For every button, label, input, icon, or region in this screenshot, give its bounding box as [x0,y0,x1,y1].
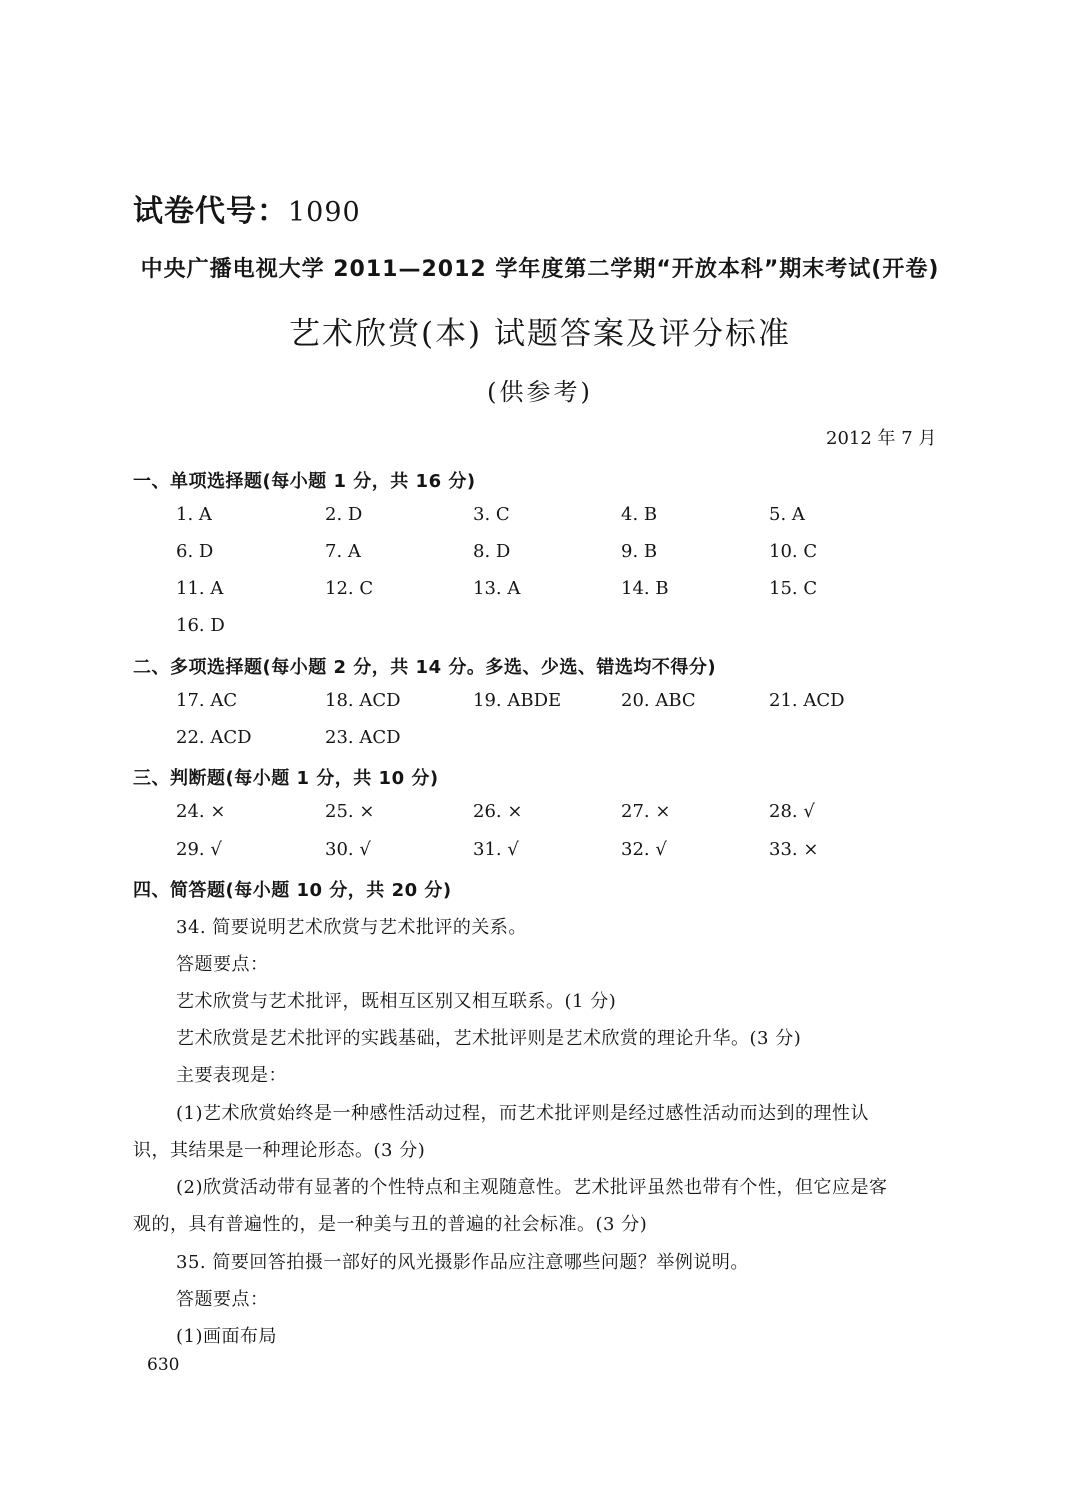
answer-item: 3. C [473,504,510,525]
answer-item: 19. ABDE [473,690,562,711]
answer-item: 22. ACD [176,727,252,748]
answer-item: 33. × [769,839,819,860]
answer-item: 8. D [473,541,511,562]
answer-points-label: 答题要点： [176,954,269,975]
section-heading-true-false: 三、判断题(每小题 1 分，共 10 分) [133,768,439,789]
document-subtitle: (供参考) [487,378,593,406]
answer-paragraph: (2)欣赏活动带有显著的个性特点和主观随意性。艺术批评虽然也带有个性，但它应是客 [176,1177,888,1198]
answer-paragraph: 艺术欣赏是艺术批评的实践基础，艺术批评则是艺术欣赏的理论升华。(3 分) [176,1028,802,1049]
answer-item: 31. √ [473,839,519,860]
answer-item: 28. √ [769,801,815,822]
answer-item: 2. D [325,504,363,525]
answer-item: 30. √ [325,839,371,860]
answer-item: 15. C [769,578,818,599]
answer-item: 14. B [621,578,669,599]
answer-paragraph: (1)画面布局 [176,1326,277,1347]
answer-paragraph: 主要表现是： [176,1065,287,1086]
answer-item: 27. × [621,801,671,822]
question-35: 35. 简要回答拍摄一部好的风光摄影作品应注意哪些问题？举例说明。 [176,1252,749,1273]
answer-item: 10. C [769,541,818,562]
answer-item: 7. A [325,541,361,562]
question-34: 34. 简要说明艺术欣赏与艺术批评的关系。 [176,917,527,938]
answer-item: 17. AC [176,690,238,711]
answer-item: 29. √ [176,839,222,860]
answer-item: 21. ACD [769,690,845,711]
answer-item: 24. × [176,801,226,822]
answer-item: 18. ACD [325,690,401,711]
answer-paragraph: (1)艺术欣赏始终是一种感性活动过程，而艺术批评则是经过感性活动而达到的理性认 [176,1103,869,1124]
section-heading-multiple-choice: 二、多项选择题(每小题 2 分，共 14 分。多选、少选、错选均不得分) [133,657,717,678]
answer-item: 4. B [621,504,658,525]
answer-item: 11. A [176,578,224,599]
university-exam-line: 中央广播电视大学 2011—2012 学年度第二学期“开放本科”期末考试(开卷) [140,257,940,282]
answer-item: 1. A [176,504,212,525]
answer-item: 12. C [325,578,374,599]
answer-item: 16. D [176,615,225,636]
answer-item: 9. B [621,541,658,562]
document-title: 艺术欣赏(本) 试题答案及评分标准 [288,316,792,352]
page-number: 630 [147,1355,180,1375]
section-heading-short-answer: 四、简答题(每小题 10 分，共 20 分) [133,880,452,901]
answer-paragraph: 识，其结果是一种理论形态。(3 分) [133,1140,426,1161]
answer-item: 13. A [473,578,521,599]
answer-item: 20. ABC [621,690,696,711]
answer-item: 6. D [176,541,214,562]
document-date: 2012 年 7 月 [826,428,937,449]
answer-item: 32. √ [621,839,667,860]
section-heading-single-choice: 一、单项选择题(每小题 1 分，共 16 分) [133,471,476,492]
answer-item: 23. ACD [325,727,401,748]
paper-code-number: 1090 [288,197,361,228]
answer-paragraph: 艺术欣赏与艺术批评，既相互区别又相互联系。(1 分) [176,991,617,1012]
answer-paragraph: 观的，具有普遍性的，是一种美与丑的普遍的社会标准。(3 分) [133,1214,648,1235]
answer-item: 26. × [473,801,523,822]
paper-code [133,186,361,230]
answer-item: 25. × [325,801,375,822]
answer-points-label: 答题要点： [176,1289,269,1310]
paper-code-label: 试卷代号： [133,194,288,229]
answer-item: 5. A [769,504,805,525]
